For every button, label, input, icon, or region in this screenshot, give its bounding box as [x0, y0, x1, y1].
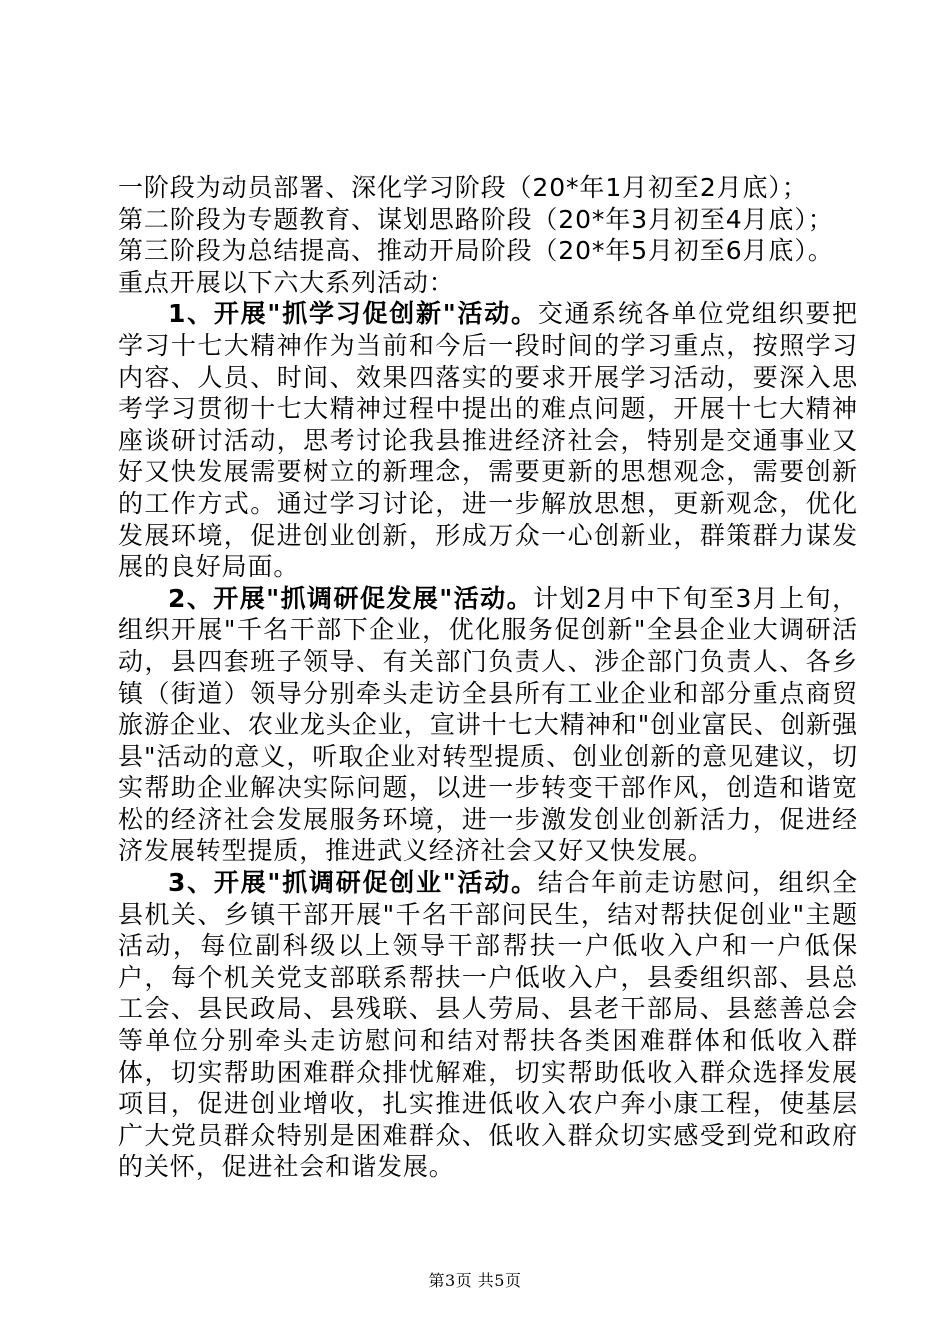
activity-item-1	[118, 298, 858, 582]
activity-item-2-text: 计划2月中下旬至3月上旬，组织开展"千名干部下企业，优化服务促创新"全县企业大调研活动，县四套班子领导、有关部门负责人、涉企部门负责人、各乡镇（街道）领导分别牵头走访全县所有工业企业和部分重点商贸旅游企业、农业龙头企业，宣讲十七大精神和"创业富民、创新强县"活动的意义，听取企业对转型提质、创业创新的意见建议，切实帮助企业解决实际问题，以进一步转变干部作风，创造和谐宽松的经济社会发展服务环境，进一步激发创业创新活力，促进经济发展转型提质，推进武义经济社会又好又快发展。	[118, 583, 859, 866]
activity-item-2-heading: 2、开展"抓调研促发展"活动。	[168, 583, 534, 613]
page-number-footer: 第3页 共5页	[428, 1271, 522, 1290]
document-body	[118, 172, 858, 1183]
intro-line-3: 第三阶段为总结提高、推动开局阶段（20*年5月初至6月底）。	[118, 236, 834, 266]
activity-item-3-text: 结合年前走访慰问，组织全县机关、乡镇干部开展"千名干部问民生，结对帮扶促创业"主题活动，每位副科级以上领导干部帮扶一户低收入户和一户低保户，每个机关党支部联系帮扶一户低收入户，县委组织部、县总工会、县民政局、县残联、县人劳局、县老干部局、县慈善总会等单位分别牵头走访慰问和结对帮扶各类困难群体和低收入群体，切实帮助困难群众排忧解难，切实帮助低收入群众选择发展项目，促进创业增收，扎实推进低收入农户奔小康工程，使基层广大党员群众特别是困难群众、低收入群众切实感受到党和政府的关怀，促进社会和谐发展。	[118, 868, 858, 1182]
intro-line-2: 第二阶段为专题教育、谋划思路阶段（20*年3月初至4月底）；	[118, 204, 834, 234]
activity-item-2	[118, 583, 858, 867]
activity-item-3-heading: 3、开展"抓调研促创业"活动。	[168, 868, 538, 898]
intro-line-1: 一阶段为动员部署、深化学习阶段（20*年1月初至2月底）；	[118, 173, 808, 202]
activity-item-1-heading: 1、开展"抓学习促创新"活动。	[168, 299, 538, 329]
intro-line-4: 重点开展以下六大系列活动：	[118, 267, 455, 297]
activity-item-3	[118, 867, 858, 1183]
activity-item-1-text: 交通系统各单位党组织要把学习十七大精神作为当前和今后一段时间的学习重点，按照学习内容、人员、时间、效果四落实的要求开展学习活动，要深入思考学习贯彻十七大精神过程中提出的难点问题，开展十七大精神座谈研讨活动，思考讨论我县推进经济社会，特别是交通事业又好又快发展需要树立的新理念，需要更新的思想观念，需要创新的工作方式。通过学习讨论，进一步解放思想，更新观念，优化发展环境，促进创业创新，形成万众一心创新业，群策群力谋发展的良好局面。	[118, 299, 858, 582]
